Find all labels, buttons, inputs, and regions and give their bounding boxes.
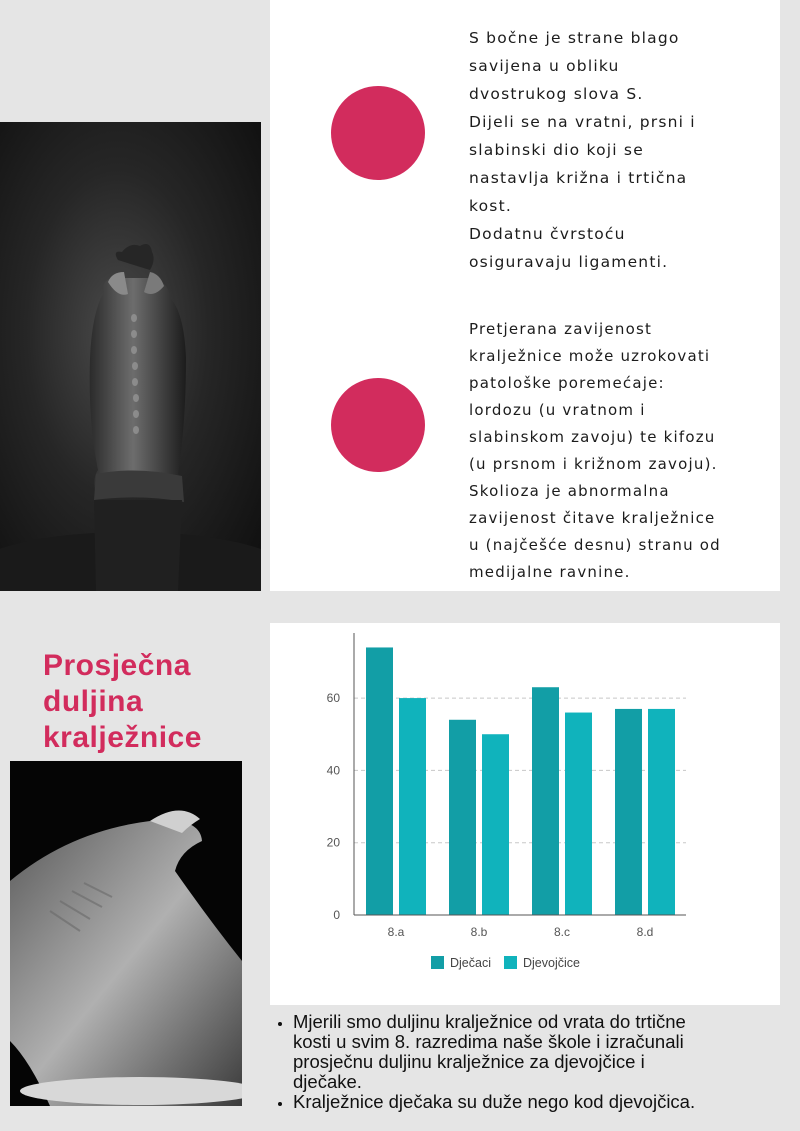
x-tick-label: 8.b [470,925,488,939]
bar-8.a-0 [366,647,393,915]
spine-back-illustration [0,122,261,591]
arched-back-photo [10,761,242,1106]
section-title: Prosječna duljina kralježnice [43,649,202,754]
spine-shape-paragraph: S bočne je strane blago savijena u obliku dvostrukog slova S. Dijeli se na vratni, prsni i slabinski dio koji se nastavlja križna i trtična kost. Dodatnu čvrstoću osiguravaju ligamenti. [469,29,696,271]
bullet-dot-2 [331,378,425,472]
bar-8.b-1 [482,734,509,915]
finding-item: • Mjerili smo duljinu kralježnice od vrata do trtične kosti u svim 8. razredima naše škole i izračunali prosječnu duljinu kralježnice za djevojčice i dječake. [293,1012,713,1092]
spine-length-chart [270,623,780,1005]
spine-back-photo [0,122,261,591]
y-tick-label: 60 [326,691,340,706]
y-tick-label: 40 [326,763,340,778]
chart-legend [431,956,580,970]
y-tick-label: 0 [333,908,340,922]
x-tick-label: 8.d [636,925,654,939]
y-tick-label: 20 [326,835,340,850]
x-tick-label: 8.a [387,925,405,939]
bar-8.c-1 [565,713,592,915]
bar-8.c-0 [532,687,559,915]
findings-list [272,1012,713,1112]
bar-8.b-0 [449,720,476,915]
legend-label: Dječaci [450,956,491,970]
bar-8.d-0 [615,709,642,915]
spine-disorders-paragraph: Pretjerana zavijenost kralježnice može uzrokovati patološke poremećaje: lordozu (u vratnom i slabinskom zavoju) te kifozu (u prsnom i križnom zavoju). Skolioza je abnormalna zavijenost čitave kralježnice u (najčešće desnu) stranu od medijalne ravnine. [469,320,721,581]
arched-back-illustration [10,761,242,1106]
bar-8.a-1 [399,698,426,915]
legend-swatch [431,956,444,969]
legend-swatch [504,956,517,969]
finding-item: • Kralježnice dječaka su duže nego kod djevojčica. [293,1092,713,1112]
legend-label: Djevojčice [523,956,580,970]
x-tick-label: 8.c [553,925,571,939]
bar-8.d-1 [648,709,675,915]
bullet-dot-1 [331,86,425,180]
